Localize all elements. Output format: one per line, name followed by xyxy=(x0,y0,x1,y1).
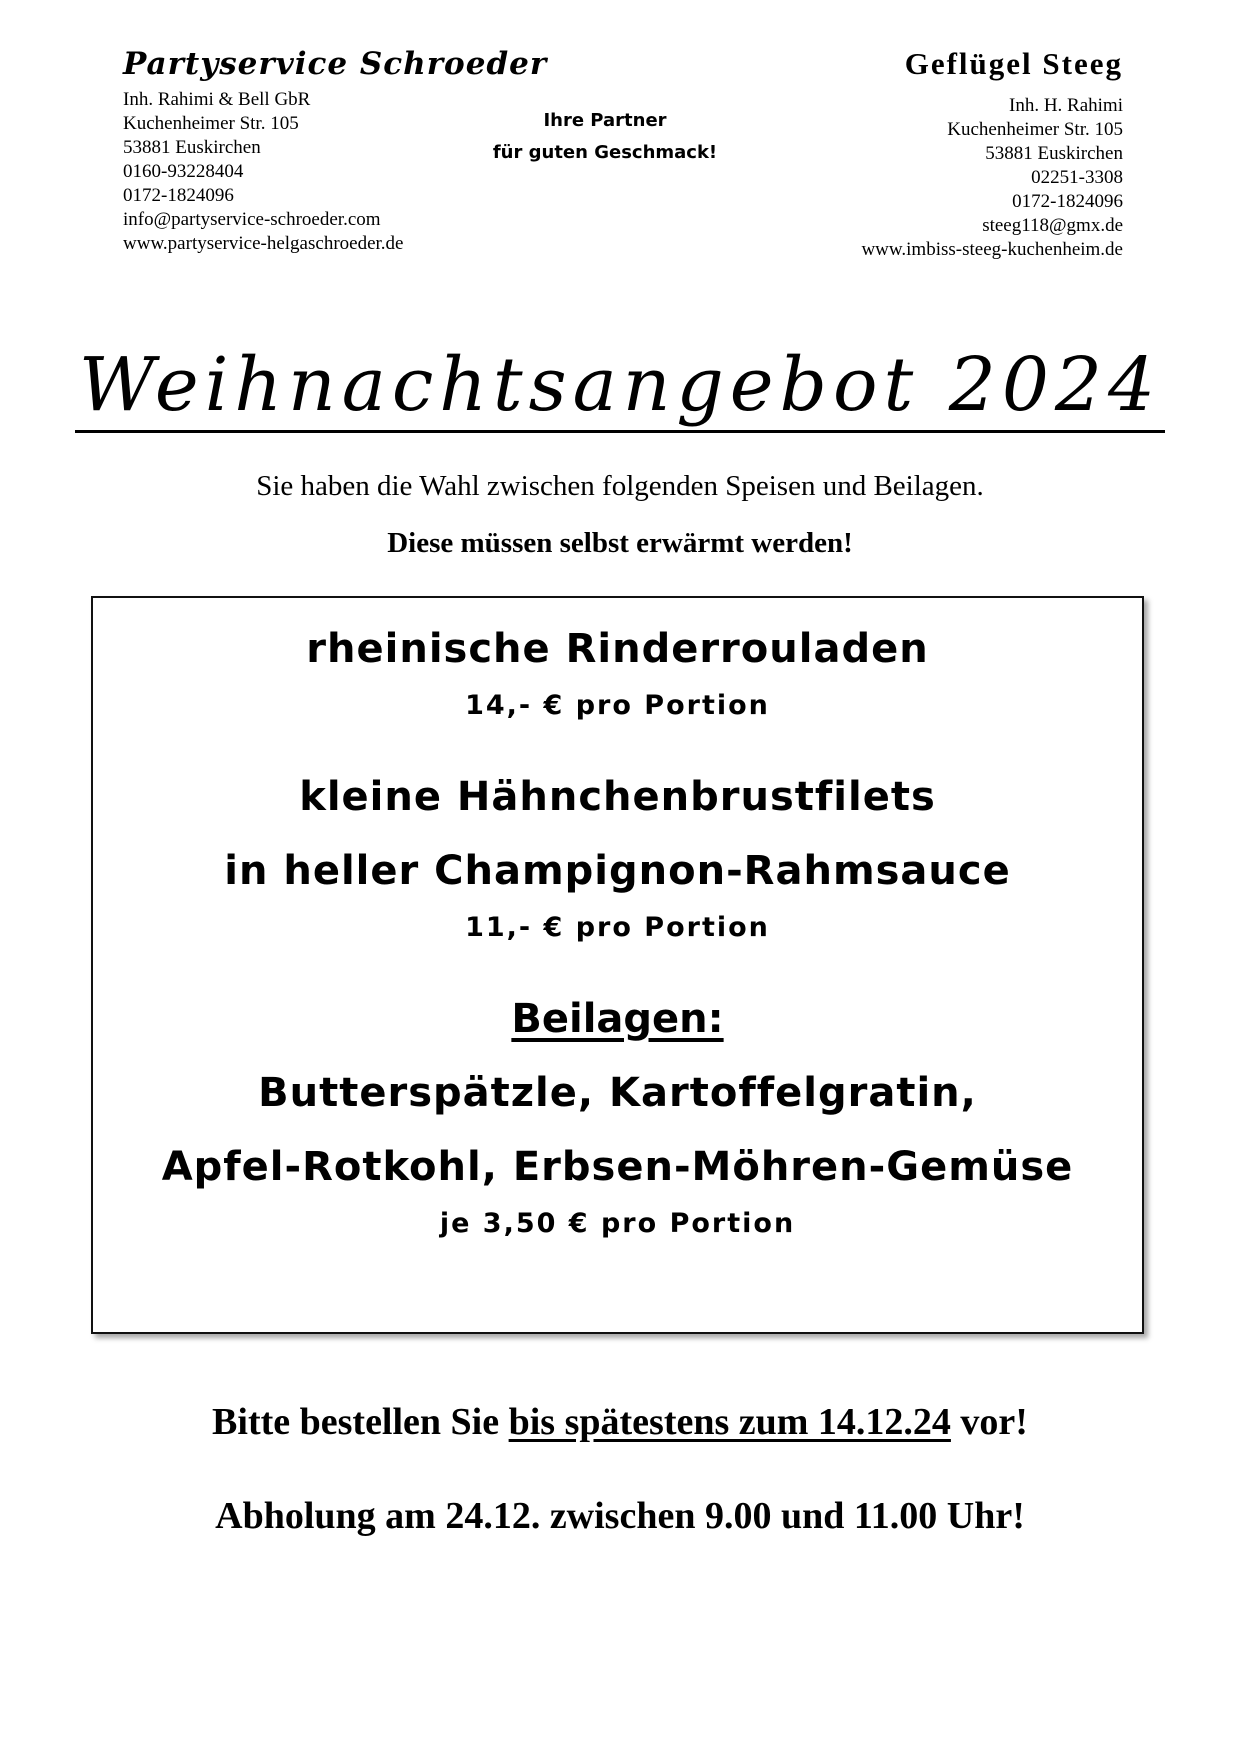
dish-2-name-line-1: kleine Hähnchenbrustfilets xyxy=(299,774,936,820)
sides-line-2: Apfel-Rotkohl, Erbsen-Möhren-Gemüse xyxy=(161,1144,1074,1190)
company-name-left: Partyservice Schroeder xyxy=(123,46,548,82)
phone2-right: 0172-1824096 xyxy=(1012,191,1123,212)
pickup-line: Abholung am 24.12. zwischen 9.00 und 11.00 Uhr! xyxy=(215,1495,1025,1537)
heating-notice: Diese müssen selbst erwärmt werden! xyxy=(387,527,853,559)
intro-text: Sie haben die Wahl zwischen folgenden Speisen und Beilagen. xyxy=(256,470,984,502)
order-deadline-line xyxy=(0,1400,1240,1444)
dish-2-name-line-2: in heller Champignon-Rahmsauce xyxy=(224,848,1011,894)
sides-price: je 3,50 € pro Portion xyxy=(439,1208,796,1239)
sides-line-1: Butterspätzle, Kartoffelgratin, xyxy=(258,1070,977,1116)
page-title xyxy=(0,340,1240,433)
city-right: 53881 Euskirchen xyxy=(985,143,1123,164)
order-deadline: bis spätestens zum 14.12.24 xyxy=(508,1401,951,1443)
email-right: steeg118@gmx.de xyxy=(982,215,1123,236)
owner-right: Inh. H. Rahimi xyxy=(1009,95,1123,116)
phone2-left: 0172-1824096 xyxy=(123,185,234,206)
company-name-right: Geflügel Steeg xyxy=(904,46,1123,81)
website-right: www.imbiss-steeg-kuchenheim.de xyxy=(861,239,1123,260)
header-right-company xyxy=(703,46,1123,262)
dish-1-name: rheinische Rinderrouladen xyxy=(306,626,929,672)
owner-left: Inh. Rahimi & Bell GbR xyxy=(123,89,311,110)
phone1-left: 0160-93228404 xyxy=(123,161,244,182)
slogan-line-2: für guten Geschmack! xyxy=(492,142,718,163)
page-title-text: Weihnachtsangebot 2024 xyxy=(75,340,1165,433)
sides-heading xyxy=(93,982,1142,1056)
dish-1-price: 14,- € pro Portion xyxy=(465,690,770,721)
order-suffix: vor! xyxy=(950,1401,1028,1443)
order-prefix: Bitte bestellen Sie xyxy=(212,1401,509,1443)
city-left: 53881 Euskirchen xyxy=(123,137,261,158)
website-left: www.partyservice-helgaschroeder.de xyxy=(123,233,404,254)
street-right: Kuchenheimer Str. 105 xyxy=(947,119,1123,140)
menu-box xyxy=(91,596,1144,1334)
sides-heading-text: Beilagen: xyxy=(511,996,724,1042)
header-slogan xyxy=(480,105,730,169)
email-left: info@partyservice-schroeder.com xyxy=(123,209,381,230)
phone1-right: 02251-3308 xyxy=(1031,167,1123,188)
street-left: Kuchenheimer Str. 105 xyxy=(123,113,299,134)
slogan-line-1: Ihre Partner xyxy=(543,110,667,131)
dish-2-price: 11,- € pro Portion xyxy=(465,912,770,943)
